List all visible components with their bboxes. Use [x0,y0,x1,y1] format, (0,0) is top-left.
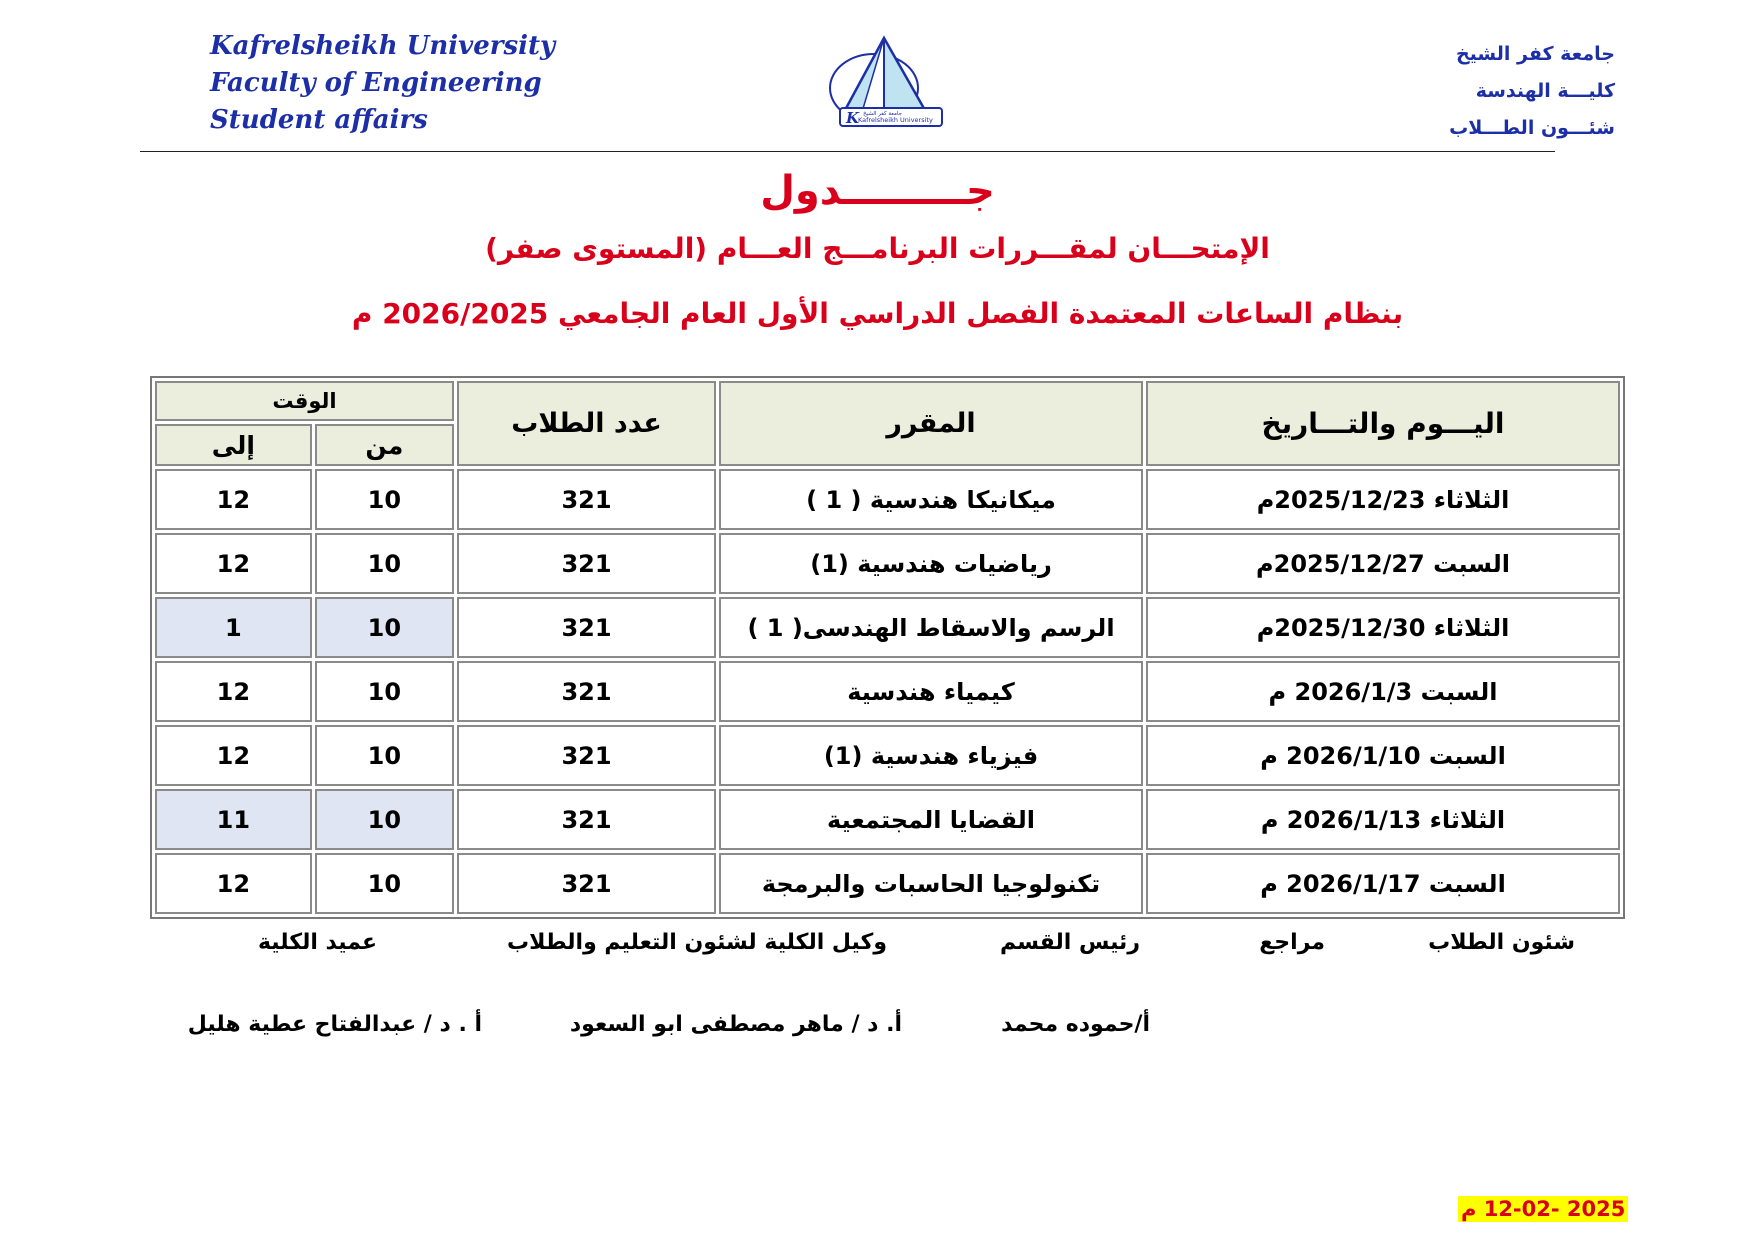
university-name-en: Kafrelsheikh University [210,31,556,61]
cell-time-from: 10 [315,789,454,850]
cell-student-count: 321 [457,789,716,850]
cell-day-date: السبت 2026/1/17 م [1146,853,1620,914]
cell-time-from: 10 [315,469,454,530]
name-dean: أ . د / عبدالفتاح عطية هليل [187,1012,482,1037]
faculty-name-ar: كليـــة الهندسة [1475,80,1615,102]
cell-time-to: 12 [155,469,312,530]
table-row [155,661,1620,722]
svg-text:K: K [846,109,860,127]
cell-day-date: السبت 2025/12/27م [1146,533,1620,594]
cell-course: رياضيات هندسية (1) [719,533,1143,594]
table-header-row [155,381,1620,421]
page-title: جـــــــــدول [760,168,995,214]
cell-course: تكنولوجيا الحاسبات والبرمجة [719,853,1143,914]
cell-day-date: السبت 2026/1/3 م [1146,661,1620,722]
role-reviewer: مراجع [1259,930,1325,955]
table-row [155,469,1620,530]
university-logo [822,30,947,130]
cell-student-count: 321 [457,661,716,722]
table-row [155,789,1620,850]
exam-subtitle: الإمتحـــان لمقـــررات البرنامـــج العـــام (المستوى صفر) [485,232,1270,265]
department-name-en: Student affairs [210,105,428,135]
cell-time-to: 12 [155,725,312,786]
role-vice-dean: وكيل الكلية لشئون التعليم والطلاب [507,930,887,955]
document-date: 2025 -12-02 م [1458,1196,1628,1222]
arabic-header [1315,36,1615,147]
cell-course: القضايا المجتمعية [719,789,1143,850]
cell-student-count: 321 [457,725,716,786]
cell-time-from: 10 [315,533,454,594]
cell-course: ميكانيكا هندسية ( 1 ) [719,469,1143,530]
cell-day-date: الثلاثاء 2026/1/13 م [1146,789,1620,850]
header-course: المقرر [719,381,1143,466]
cell-course: كيمياء هندسية [719,661,1143,722]
cell-time-to: 1 [155,597,312,658]
university-name-ar: جامعة كفر الشيخ [1455,43,1615,65]
cell-time-to: 12 [155,853,312,914]
header-time: الوقت [155,381,454,421]
name-department-head: أ/حموده محمد [1001,1012,1150,1037]
cell-time-from: 10 [315,661,454,722]
logo-caption: Kafrelsheikh University [858,116,933,124]
cell-time-from: 10 [315,597,454,658]
cell-student-count: 321 [457,469,716,530]
semester-subtitle: بنظام الساعات المعتمدة الفصل الدراسي الأول العام الجامعي 2026/2025 م [351,297,1404,330]
department-name-ar: شئـــون الطـــلاب [1449,117,1615,139]
faculty-name-en: Faculty of Engineering [210,68,542,98]
table-row [155,725,1620,786]
role-dean: عميد الكلية [257,930,377,955]
cell-student-count: 321 [457,853,716,914]
table-row [155,853,1620,914]
cell-day-date: الثلاثاء 2025/12/30م [1146,597,1620,658]
table-row [155,597,1620,658]
exam-schedule-table [150,376,1625,919]
header-divider [140,151,1555,152]
role-student-affairs: شئون الطلاب [1428,930,1575,955]
cell-student-count: 321 [457,533,716,594]
cell-time-to: 12 [155,661,312,722]
name-vice-dean: أ. د / ماهر مصطفى ابو السعود [569,1012,902,1037]
cell-time-to: 12 [155,533,312,594]
cell-time-to: 11 [155,789,312,850]
table-row [155,533,1620,594]
header-time-to: إلى [155,424,312,466]
cell-day-date: الثلاثاء 2025/12/23م [1146,469,1620,530]
english-header [210,28,556,139]
logo-caption-ar: جامعة كفر الشيخ [863,111,902,117]
cell-course: فيزياء هندسية (1) [719,725,1143,786]
cell-day-date: السبت 2026/1/10 م [1146,725,1620,786]
header-student-count: عدد الطلاب [457,381,716,466]
role-department-head: رئيس القسم [1000,930,1140,955]
cell-time-from: 10 [315,725,454,786]
cell-student-count: 321 [457,597,716,658]
header-time-from: من [315,424,454,466]
cell-course: الرسم والاسقاط الهندسى( 1 ) [719,597,1143,658]
cell-time-from: 10 [315,853,454,914]
header-day-date: اليـــوم والتـــاريخ [1146,381,1620,466]
